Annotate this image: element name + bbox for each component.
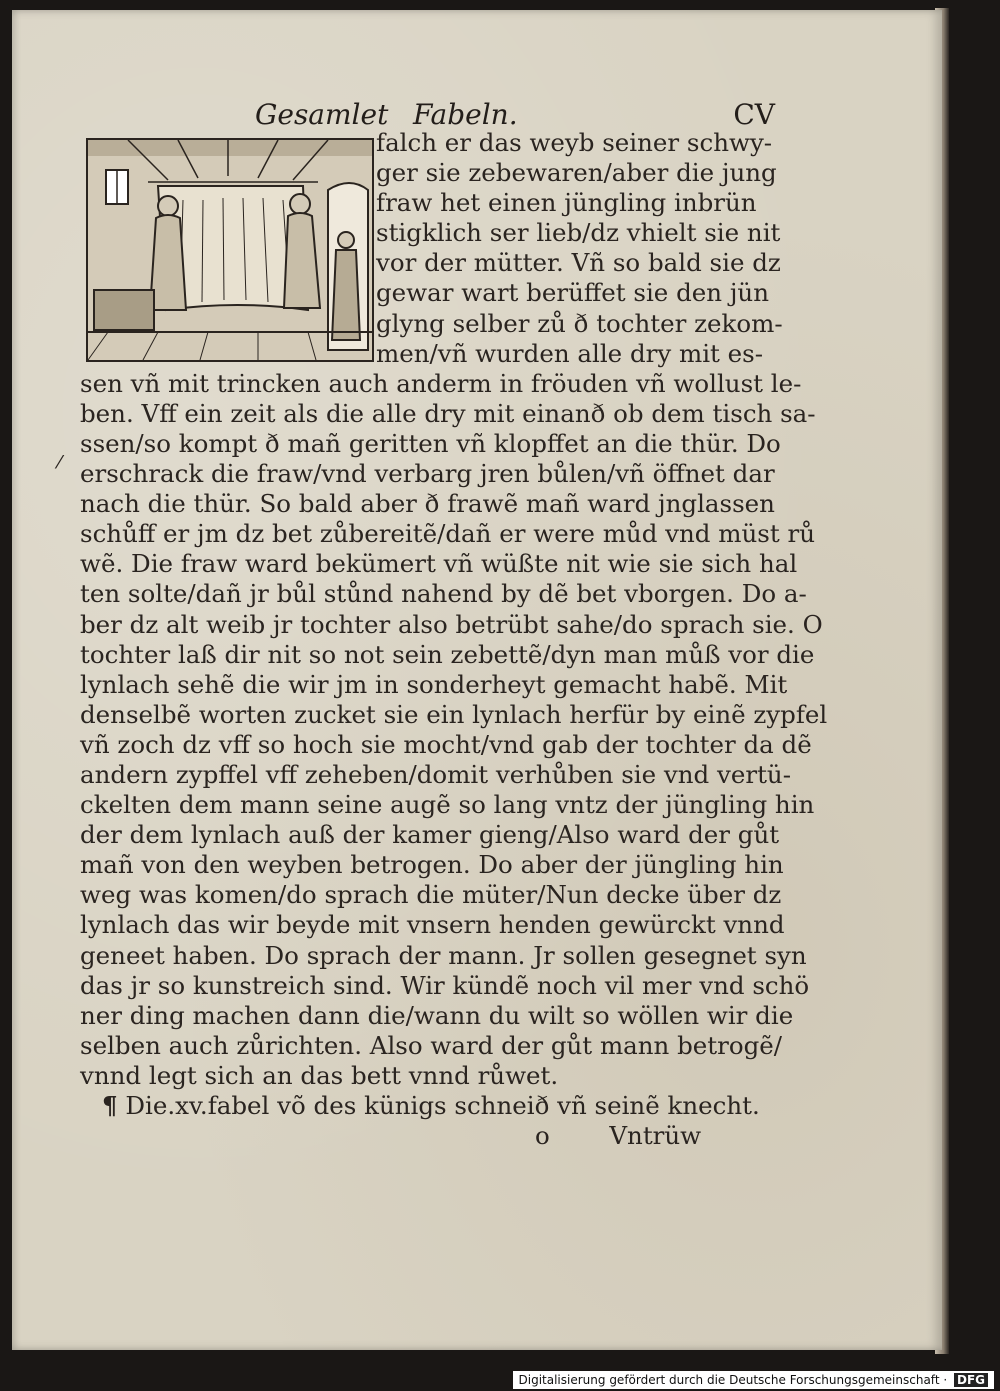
text-line: andern zypffel vff zeheben/domit verhůben sie vnd vertü- — [80, 759, 791, 789]
text-line: das jr so kunstreich sind. Wir kündẽ noch vil mer vnd schö — [80, 970, 810, 1000]
marginal-annotation: ⁄ — [58, 452, 62, 473]
chapter-heading — [80, 1091, 760, 1121]
dfg-logo: DFG — [954, 1373, 988, 1387]
text-line: erschrack die fraw/vnd verbarg jren bůlen/vñ öffnet dar — [80, 459, 775, 489]
pilcrow-icon: ¶ — [102, 1091, 118, 1120]
text-line: sen vñ mit trincken auch anderm in fröuden vñ wollust le- — [80, 368, 802, 398]
chapter-heading-text: Die.xv.fabel võ des künigs schneið vñ seinẽ knecht. — [125, 1091, 760, 1120]
text-line: ssen/so kompt ð mañ geritten vñ klopffet an die thür. Do — [80, 428, 781, 458]
text-line: falch er das weyb seiner schwy- — [376, 128, 773, 157]
text-line: mañ von den weyben betrogen. Do aber der jüngling hin — [80, 850, 784, 880]
text-line: der dem lynlach auß der kamer gieng/Also ward der gůt — [80, 820, 780, 850]
text-line: lynlach sehẽ die wir jm in sonderheyt gemacht habẽ. Mit — [80, 669, 788, 699]
signature-mark: o — [535, 1121, 550, 1151]
text-line: ner ding machen dann die/wann du wilt so wöllen wir die — [80, 1000, 794, 1030]
text-line: stigklich ser lieb/dz vhielt sie nit — [376, 218, 781, 248]
header-title-middle: Fabeln. — [413, 98, 518, 131]
text-line: fraw het einen jüngling inbrün — [376, 188, 757, 218]
text-line: geneet haben. Do sprach der mann. Jr sollen gesegnet syn — [80, 940, 807, 970]
text-line: lynlach das wir beyde mit vnsern henden gewürckt vnnd — [80, 910, 785, 940]
folio-number: CV — [733, 98, 775, 131]
text-line: denselbẽ worten zucket sie ein lynlach herfür by einẽ zypfel — [80, 699, 828, 729]
catchword: Vntrüw — [609, 1121, 702, 1151]
funding-footer — [513, 1371, 994, 1389]
text-line: selben auch zůrichten. Also ward der gůt mann betrogẽ/ — [80, 1030, 783, 1060]
text-line: nach die thür. So bald aber ð frawẽ mañ ward jnglassen — [80, 489, 775, 519]
header-title-left: Gesamlet — [255, 98, 389, 131]
text-line: gewar wart berüffet sie den jün — [376, 278, 769, 308]
text-line: wẽ. Die fraw ward bekümert vñ wüßte nit wie sie sich hal — [80, 549, 798, 579]
text-line: glyng selber zů ð tochter zekom- — [376, 308, 783, 338]
body-text — [80, 128, 828, 1151]
signature-catchword-line — [80, 1121, 740, 1151]
text-line: men/vñ wurden alle dry mit es- — [376, 338, 764, 368]
text-line: tochter laß dir nit so not sein zebettẽ/dyn man můß vor die — [80, 639, 815, 669]
footer-text: Digitalisierung gefördert durch die Deutsche Forschungsgemeinschaft · — [518, 1373, 948, 1387]
text-line: ber dz alt weib jr tochter also betrübt sahe/do sprach sie. O — [80, 609, 823, 639]
text-line: ckelten dem mann seine augẽ so lang vntz der jüngling hin — [80, 790, 815, 820]
text-line: vnnd legt sich an das bett vnnd růwet. — [80, 1060, 559, 1090]
text-line: vñ zoch dz vff so hoch sie mocht/vnd gab der tochter da dẽ — [80, 729, 812, 759]
text-line: weg was komen/do sprach die müter/Nun decke über dz — [80, 880, 782, 910]
text-line: schůff er jm dz bet zůbereitẽ/dañ er were můd vnd müst rů — [80, 519, 815, 549]
text-line: ger sie zebewaren/aber die jung — [376, 158, 777, 188]
text-line: ten solte/dañ jr bůl stůnd nahend by dẽ bet vborgen. Do a- — [80, 579, 807, 609]
text-line: vor der mütter. Vñ so bald sie dz — [376, 248, 781, 278]
text-line: ben. Vff ein zeit als die alle dry mit einanð ob dem tisch sa- — [80, 398, 816, 428]
